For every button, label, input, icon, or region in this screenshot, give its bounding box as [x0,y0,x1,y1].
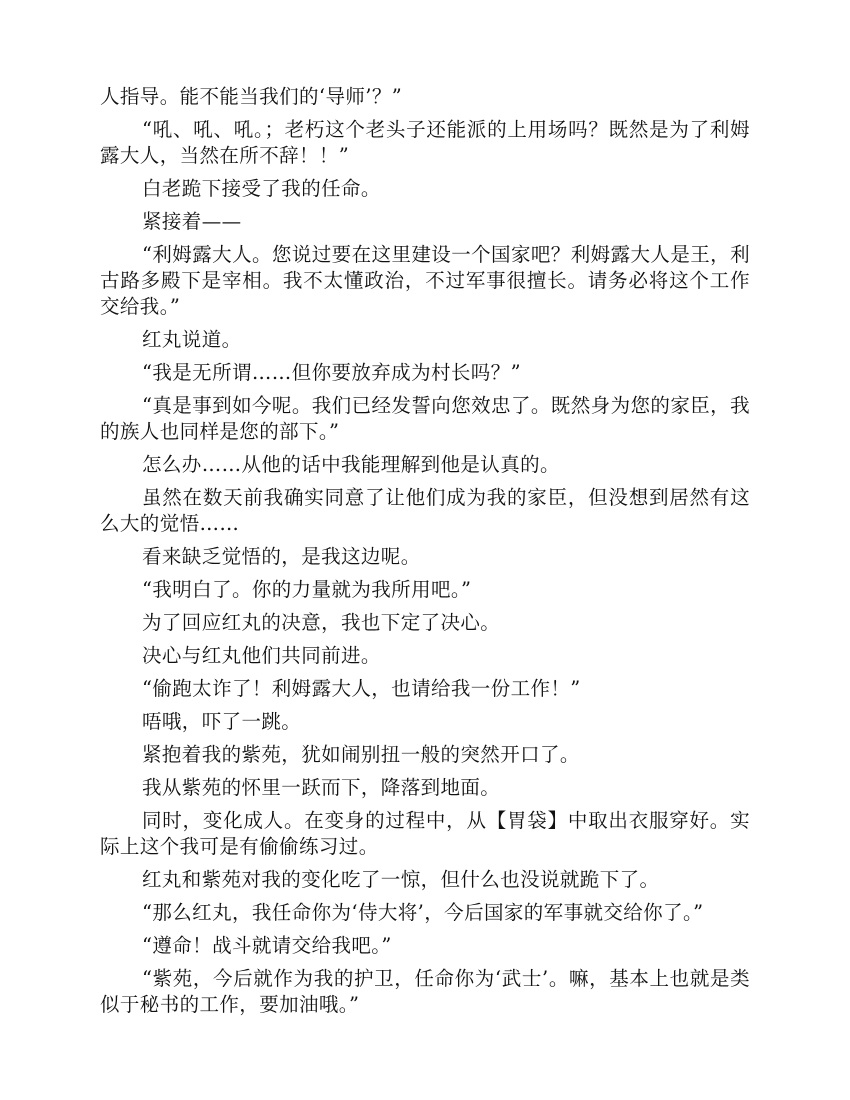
paragraph-2: “吼、吼、吼。；老朽这个老头子还能派的上用场吗？既然是为了利姆露大人，当然在所不辞！！” [100,118,750,167]
paragraph-1: 人指导。能不能当我们的‘导师’？” [100,85,403,108]
paragraph-21: “那么红丸，我任命你为‘侍大将’，今后国家的军事就交给你了。” [142,901,704,924]
paragraph-11: 看来缺乏觉悟的，是我这边呢。 [142,545,421,568]
paragraph-4: 紧接着—— [142,210,242,233]
paragraph-14: 决心与红丸他们共同前进。 [142,644,381,667]
paragraph-10: 虽然在数天前我确实同意了让他们成为我的家臣，但没想到居然有这么大的觉悟…… [100,486,750,535]
paragraph-19: 同时，变化成人。在变身的过程中，从【胃袋】中取出衣服穿好。实际上这个我可是有偷偷练习过。 [100,809,750,858]
paragraph-16: 唔哦，吓了一跳。 [142,710,302,733]
body-text [100,84,750,1025]
paragraph-22: “遵命！战斗就请交给我吧。” [142,934,392,957]
paragraph-9: 怎么办……从他的话中我能理解到他是认真的。 [142,453,560,476]
paragraph-5: “利姆露大人。您说过要在这里建设一个国家吧？利姆露大人是王，利古路多殿下是宰相。我不太懂政治，不过军事很擅长。请务必将这个工作交给我。” [100,243,750,318]
paragraph-13: 为了回应红丸的决意，我也下定了决心。 [142,611,501,634]
paragraph-8: “真是事到如今呢。我们已经发誓向您效忠了。既然身为您的家臣，我的族人也同样是您的部下。” [100,394,750,443]
paragraph-20: 红丸和紫苑对我的变化吃了一惊，但什么也没说就跪下了。 [142,868,660,891]
paragraph-23: “紫苑，今后就作为我的护卫，任命你为‘武士’。嘛，基本上也就是类似于秘书的工作，要加油哦。” [100,967,750,1016]
paragraph-3: 白老跪下接受了我的任命。 [142,177,381,200]
paragraph-15: “偷跑太诈了！利姆露大人，也请给我一份工作！” [142,677,581,700]
paragraph-6: 红丸说道。 [142,328,242,351]
paragraph-18: 我从紫苑的怀里一跃而下，降落到地面。 [142,776,501,799]
paragraph-12: “我明白了。你的力量就为我所用吧。” [142,578,472,601]
paragraph-17: 紧抱着我的紫苑，犹如闹别扭一般的突然开口了。 [142,743,580,766]
paragraph-7: “我是无所谓……但你要放弃成为村长吗？” [142,361,521,384]
